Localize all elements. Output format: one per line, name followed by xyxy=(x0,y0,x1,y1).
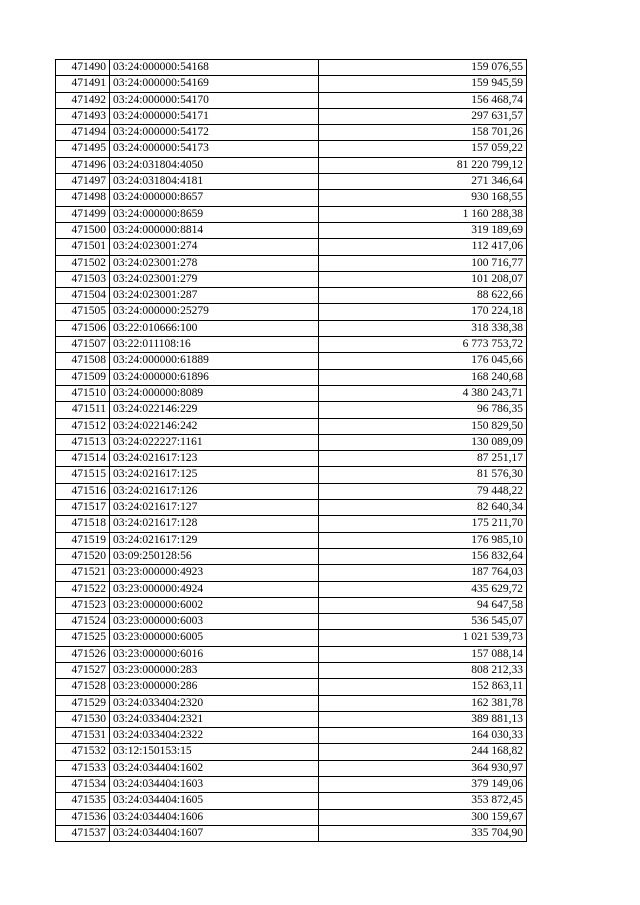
cadastral-value-cell: 96 786,35 xyxy=(319,402,527,418)
table-row xyxy=(56,597,527,613)
cadastral-number-cell: 03:24:000000:61889 xyxy=(110,353,319,369)
cadastral-number-cell: 03:23:000000:4923 xyxy=(110,565,319,581)
cadastral-number-cell: 03:24:031804:4181 xyxy=(110,174,319,190)
cadastral-number-cell: 03:24:021617:127 xyxy=(110,500,319,516)
cadastral-number-cell: 03:24:000000:54171 xyxy=(110,108,319,124)
row-number-cell: 471493 xyxy=(56,108,110,124)
table-row xyxy=(56,353,527,369)
row-number-cell: 471495 xyxy=(56,141,110,157)
row-number-cell: 471491 xyxy=(56,76,110,92)
row-number-cell: 471513 xyxy=(56,434,110,450)
cadastral-number-cell: 03:23:000000:6016 xyxy=(110,646,319,662)
table-row xyxy=(56,141,527,157)
cadastral-number-cell: 03:24:022146:242 xyxy=(110,418,319,434)
cadastral-value-cell: 4 380 243,71 xyxy=(319,385,527,401)
table-row xyxy=(56,320,527,336)
table-row xyxy=(56,548,527,564)
table-row xyxy=(56,304,527,320)
row-number-cell: 471501 xyxy=(56,239,110,255)
cadastral-value-cell: 297 631,57 xyxy=(319,108,527,124)
table-row xyxy=(56,760,527,776)
cadastral-number-cell: 03:24:000000:54169 xyxy=(110,76,319,92)
cadastral-value-cell: 152 863,11 xyxy=(319,679,527,695)
table-row xyxy=(56,825,527,841)
table-body xyxy=(56,60,527,842)
cadastral-value-cell: 130 089,09 xyxy=(319,434,527,450)
row-number-cell: 471522 xyxy=(56,581,110,597)
cadastral-number-cell: 03:23:000000:6003 xyxy=(110,614,319,630)
cadastral-number-cell: 03:24:000000:54172 xyxy=(110,125,319,141)
table-row xyxy=(56,434,527,450)
cadastral-value-cell: 318 338,38 xyxy=(319,320,527,336)
row-number-cell: 471514 xyxy=(56,451,110,467)
row-number-cell: 471511 xyxy=(56,402,110,418)
cadastral-number-cell: 03:23:000000:6005 xyxy=(110,630,319,646)
row-number-cell: 471519 xyxy=(56,532,110,548)
cadastral-value-cell: 536 545,07 xyxy=(319,614,527,630)
cadastral-number-cell: 03:24:000000:54168 xyxy=(110,60,319,76)
cadastral-value-cell: 176 985,10 xyxy=(319,532,527,548)
cadastral-number-cell: 03:24:033404:2320 xyxy=(110,695,319,711)
cadastral-number-cell: 03:22:011108:16 xyxy=(110,337,319,353)
cadastral-number-cell: 03:24:034404:1606 xyxy=(110,809,319,825)
table-row xyxy=(56,646,527,662)
cadastral-value-cell: 164 030,33 xyxy=(319,728,527,744)
cadastral-value-cell: 159 076,55 xyxy=(319,60,527,76)
row-number-cell: 471506 xyxy=(56,320,110,336)
cadastral-value-cell: 176 045,66 xyxy=(319,353,527,369)
cadastral-value-cell: 1 160 288,38 xyxy=(319,206,527,222)
table-row xyxy=(56,108,527,124)
cadastral-value-cell: 335 704,90 xyxy=(319,825,527,841)
row-number-cell: 471537 xyxy=(56,825,110,841)
table-row xyxy=(56,516,527,532)
cadastral-number-cell: 03:24:021617:123 xyxy=(110,451,319,467)
table-row xyxy=(56,157,527,173)
table-row xyxy=(56,777,527,793)
cadastral-value-cell: 81 576,30 xyxy=(319,467,527,483)
row-number-cell: 471530 xyxy=(56,711,110,727)
row-number-cell: 471498 xyxy=(56,190,110,206)
cadastral-number-cell: 03:24:000000:8659 xyxy=(110,206,319,222)
row-number-cell: 471505 xyxy=(56,304,110,320)
row-number-cell: 471497 xyxy=(56,174,110,190)
cadastral-number-cell: 03:24:034404:1607 xyxy=(110,825,319,841)
cadastral-value-cell: 101 208,07 xyxy=(319,271,527,287)
cadastral-value-cell: 1 021 539,73 xyxy=(319,630,527,646)
table-row xyxy=(56,190,527,206)
cadastral-number-cell: 03:12:150153:15 xyxy=(110,744,319,760)
cadastral-number-cell: 03:24:000000:8089 xyxy=(110,385,319,401)
cadastral-value-cell: 808 212,33 xyxy=(319,662,527,678)
cadastral-value-cell: 158 701,26 xyxy=(319,125,527,141)
cadastral-value-cell: 175 211,70 xyxy=(319,516,527,532)
table-row xyxy=(56,793,527,809)
cadastral-number-cell: 03:23:000000:6002 xyxy=(110,597,319,613)
row-number-cell: 471534 xyxy=(56,777,110,793)
row-number-cell: 471502 xyxy=(56,255,110,271)
row-number-cell: 471508 xyxy=(56,353,110,369)
cadastral-value-cell: 88 622,66 xyxy=(319,288,527,304)
row-number-cell: 471520 xyxy=(56,548,110,564)
cadastral-value-cell: 156 468,74 xyxy=(319,92,527,108)
cadastral-number-cell: 03:24:033404:2322 xyxy=(110,728,319,744)
row-number-cell: 471504 xyxy=(56,288,110,304)
row-number-cell: 471503 xyxy=(56,271,110,287)
cadastral-value-cell: 156 832,64 xyxy=(319,548,527,564)
table-row xyxy=(56,239,527,255)
cadastral-value-cell: 6 773 753,72 xyxy=(319,337,527,353)
cadastral-value-cell: 271 346,64 xyxy=(319,174,527,190)
row-number-cell: 471507 xyxy=(56,337,110,353)
cadastral-number-cell: 03:24:021617:125 xyxy=(110,467,319,483)
row-number-cell: 471524 xyxy=(56,614,110,630)
row-number-cell: 471512 xyxy=(56,418,110,434)
cadastral-value-cell: 170 224,18 xyxy=(319,304,527,320)
table-row xyxy=(56,467,527,483)
cadastral-value-cell: 353 872,45 xyxy=(319,793,527,809)
table-row xyxy=(56,222,527,238)
table-row xyxy=(56,337,527,353)
cadastral-number-cell: 03:24:023001:287 xyxy=(110,288,319,304)
table-row xyxy=(56,809,527,825)
cadastral-value-cell: 319 189,69 xyxy=(319,222,527,238)
cadastral-number-cell: 03:24:021617:126 xyxy=(110,483,319,499)
row-number-cell: 471535 xyxy=(56,793,110,809)
table-row xyxy=(56,581,527,597)
table-row xyxy=(56,695,527,711)
row-number-cell: 471529 xyxy=(56,695,110,711)
cadastral-value-cell: 112 417,06 xyxy=(319,239,527,255)
table-row xyxy=(56,744,527,760)
row-number-cell: 471528 xyxy=(56,679,110,695)
table-row xyxy=(56,60,527,76)
cadastral-number-cell: 03:24:022146:229 xyxy=(110,402,319,418)
row-number-cell: 471525 xyxy=(56,630,110,646)
row-number-cell: 471490 xyxy=(56,60,110,76)
cadastral-number-cell: 03:22:010666:100 xyxy=(110,320,319,336)
cadastral-number-cell: 03:24:000000:8657 xyxy=(110,190,319,206)
table-row xyxy=(56,483,527,499)
table-row xyxy=(56,565,527,581)
row-number-cell: 471527 xyxy=(56,662,110,678)
cadastral-value-cell: 244 168,82 xyxy=(319,744,527,760)
cadastral-number-cell: 03:09:250128:56 xyxy=(110,548,319,564)
cadastral-number-cell: 03:24:021617:129 xyxy=(110,532,319,548)
table-row xyxy=(56,451,527,467)
cadastral-value-cell: 150 829,50 xyxy=(319,418,527,434)
row-number-cell: 471532 xyxy=(56,744,110,760)
table-row xyxy=(56,206,527,222)
cadastral-number-cell: 03:24:023001:279 xyxy=(110,271,319,287)
row-number-cell: 471510 xyxy=(56,385,110,401)
cadastral-number-cell: 03:24:022227:1161 xyxy=(110,434,319,450)
cadastral-value-cell: 435 629,72 xyxy=(319,581,527,597)
table-row xyxy=(56,76,527,92)
cadastral-number-cell: 03:23:000000:4924 xyxy=(110,581,319,597)
table-row xyxy=(56,728,527,744)
cadastral-value-cell: 168 240,68 xyxy=(319,369,527,385)
row-number-cell: 471521 xyxy=(56,565,110,581)
cadastral-value-cell: 157 088,14 xyxy=(319,646,527,662)
row-number-cell: 471533 xyxy=(56,760,110,776)
row-number-cell: 471515 xyxy=(56,467,110,483)
table-row xyxy=(56,630,527,646)
cadastral-number-cell: 03:24:000000:8814 xyxy=(110,222,319,238)
cadastral-number-cell: 03:24:000000:25279 xyxy=(110,304,319,320)
cadastral-value-cell: 300 159,67 xyxy=(319,809,527,825)
table-row xyxy=(56,92,527,108)
table-row xyxy=(56,418,527,434)
cadastral-value-cell: 81 220 799,12 xyxy=(319,157,527,173)
row-number-cell: 471518 xyxy=(56,516,110,532)
table-row xyxy=(56,125,527,141)
cadastral-value-cell: 379 149,06 xyxy=(319,777,527,793)
row-number-cell: 471494 xyxy=(56,125,110,141)
row-number-cell: 471500 xyxy=(56,222,110,238)
cadastral-number-cell: 03:24:034404:1605 xyxy=(110,793,319,809)
cadastral-number-cell: 03:24:023001:274 xyxy=(110,239,319,255)
row-number-cell: 471531 xyxy=(56,728,110,744)
row-number-cell: 471499 xyxy=(56,206,110,222)
cadastral-number-cell: 03:24:021617:128 xyxy=(110,516,319,532)
cadastral-number-cell: 03:23:000000:286 xyxy=(110,679,319,695)
cadastral-value-cell: 157 059,22 xyxy=(319,141,527,157)
cadastral-value-cell: 389 881,13 xyxy=(319,711,527,727)
cadastral-value-table xyxy=(55,59,527,842)
cadastral-number-cell: 03:24:034404:1602 xyxy=(110,760,319,776)
table-row xyxy=(56,500,527,516)
cadastral-value-cell: 159 945,59 xyxy=(319,76,527,92)
table-row xyxy=(56,288,527,304)
cadastral-value-cell: 364 930,97 xyxy=(319,760,527,776)
row-number-cell: 471536 xyxy=(56,809,110,825)
cadastral-number-cell: 03:24:033404:2321 xyxy=(110,711,319,727)
table-row xyxy=(56,532,527,548)
table-row xyxy=(56,271,527,287)
cadastral-value-cell: 162 381,78 xyxy=(319,695,527,711)
cadastral-value-cell: 94 647,58 xyxy=(319,597,527,613)
row-number-cell: 471496 xyxy=(56,157,110,173)
cadastral-number-cell: 03:24:000000:61896 xyxy=(110,369,319,385)
cadastral-number-cell: 03:24:023001:278 xyxy=(110,255,319,271)
table-row xyxy=(56,174,527,190)
cadastral-value-cell: 82 640,34 xyxy=(319,500,527,516)
table-row xyxy=(56,662,527,678)
row-number-cell: 471509 xyxy=(56,369,110,385)
cadastral-value-cell: 100 716,77 xyxy=(319,255,527,271)
cadastral-value-cell: 87 251,17 xyxy=(319,451,527,467)
cadastral-number-cell: 03:24:034404:1603 xyxy=(110,777,319,793)
table-row xyxy=(56,711,527,727)
row-number-cell: 471526 xyxy=(56,646,110,662)
row-number-cell: 471523 xyxy=(56,597,110,613)
row-number-cell: 471492 xyxy=(56,92,110,108)
cadastral-value-cell: 79 448,22 xyxy=(319,483,527,499)
cadastral-number-cell: 03:24:000000:54170 xyxy=(110,92,319,108)
table-row xyxy=(56,614,527,630)
table-row xyxy=(56,385,527,401)
table-row xyxy=(56,255,527,271)
row-number-cell: 471516 xyxy=(56,483,110,499)
cadastral-number-cell: 03:23:000000:283 xyxy=(110,662,319,678)
cadastral-number-cell: 03:24:000000:54173 xyxy=(110,141,319,157)
cadastral-value-cell: 930 168,55 xyxy=(319,190,527,206)
table-row xyxy=(56,679,527,695)
row-number-cell: 471517 xyxy=(56,500,110,516)
cadastral-value-cell: 187 764,03 xyxy=(319,565,527,581)
table-row xyxy=(56,369,527,385)
cadastral-number-cell: 03:24:031804:4050 xyxy=(110,157,319,173)
table-row xyxy=(56,402,527,418)
